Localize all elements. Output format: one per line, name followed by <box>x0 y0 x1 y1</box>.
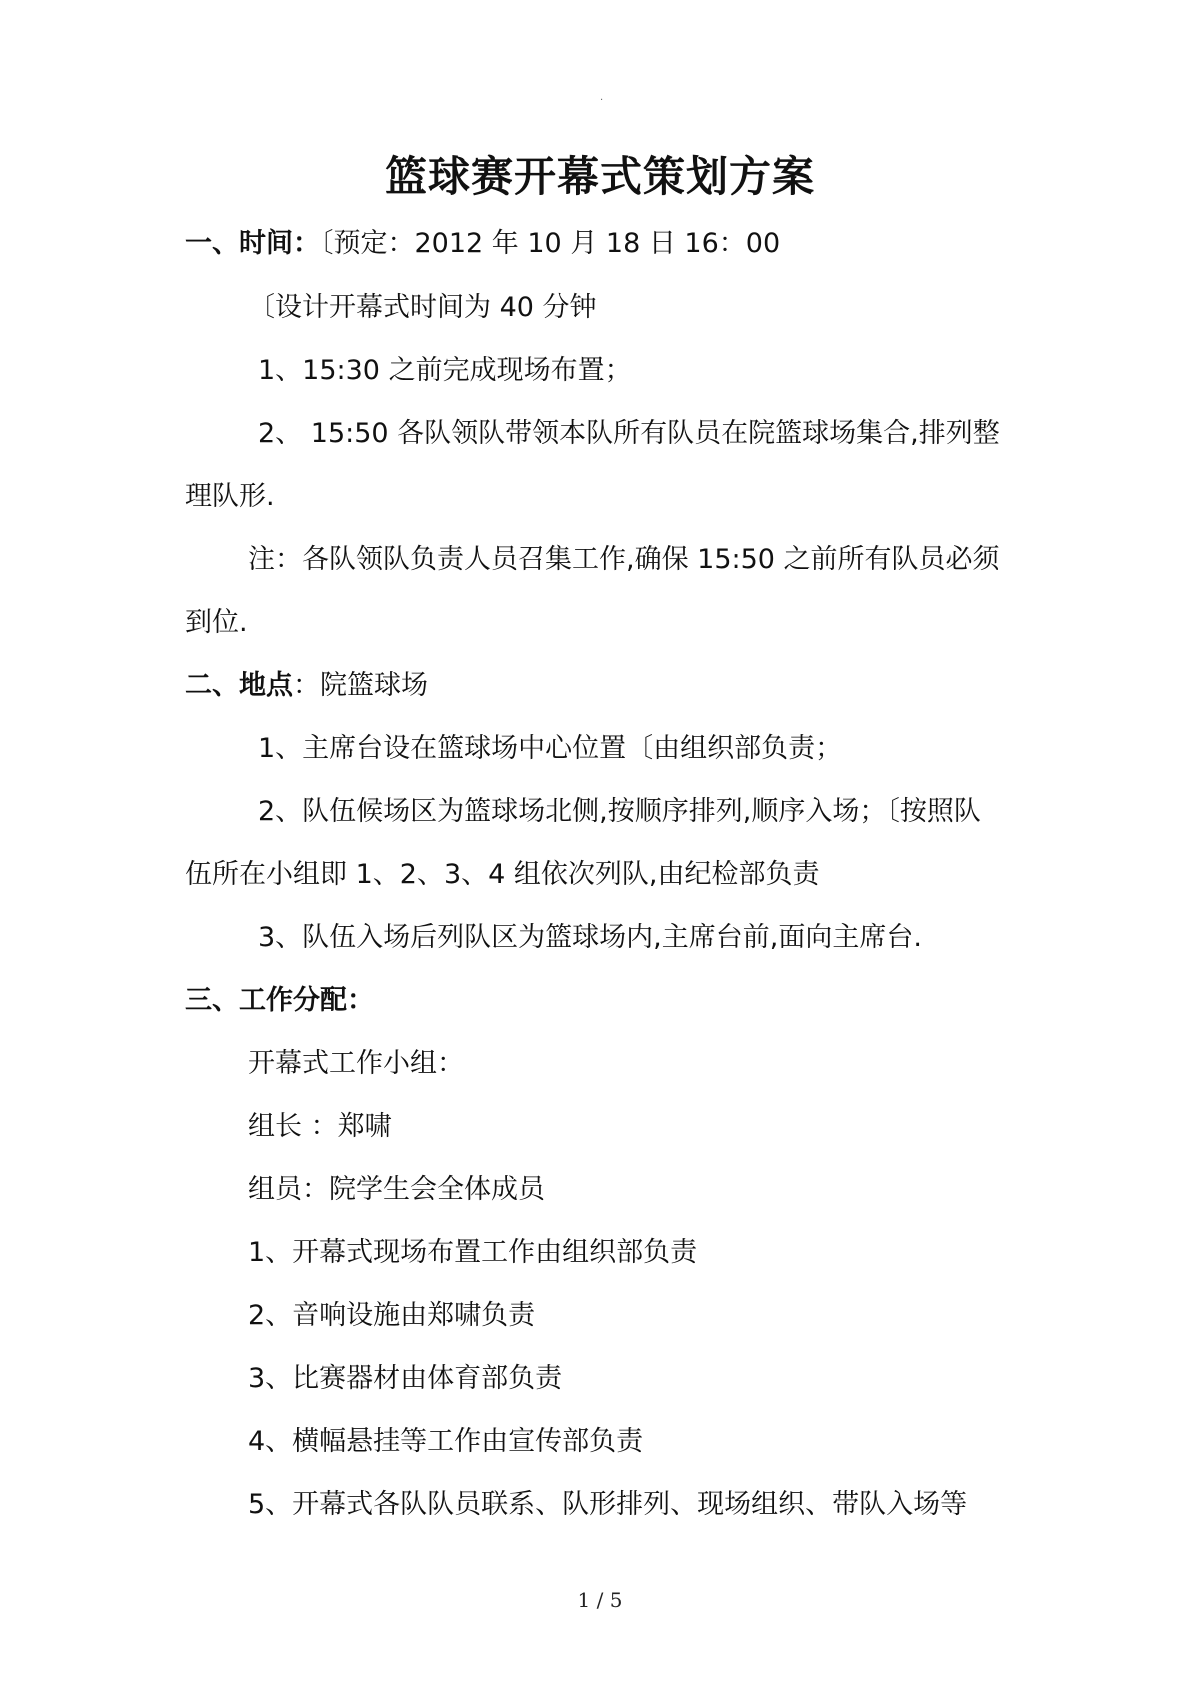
time-item-2-line-1: 2、 15:50 各队领队带领本队所有队员在院篮球场集合,排列整 <box>258 418 1000 449</box>
task-item-3: 3、比赛器材由体育部负责 <box>248 1363 563 1394</box>
duration-line: 〔设计开幕式时间为 40 分钟 <box>248 292 597 323</box>
location-item-2-line-1: 2、队伍候场区为篮球场北侧,按顺序排列,顺序入场；〔按照队 <box>258 796 981 827</box>
group-title: 开幕式工作小组： <box>248 1048 464 1079</box>
section-time <box>185 226 780 262</box>
section-location <box>185 668 428 704</box>
page-number: 1 / 5 <box>577 1588 623 1612</box>
location-item-2-line-2: 伍所在小组即 1、2、3、4 组依次列队,由纪检部负责 <box>185 859 820 890</box>
section-time-value: 〔预定：2012 年 10 月 18 日 16：00 <box>320 228 781 259</box>
section-location-value: ：院篮球场 <box>293 670 428 701</box>
section-location-heading: 二、地点 <box>185 670 293 701</box>
time-item-1: 1、15:30 之前完成现场布置； <box>258 355 632 386</box>
task-item-4: 4、横幅悬挂等工作由宣传部负责 <box>248 1426 644 1457</box>
task-item-2: 2、音响设施由郑啸负责 <box>248 1300 536 1331</box>
note-line-2: 到位. <box>185 607 248 638</box>
task-item-1: 1、开幕式现场布置工作由组织部负责 <box>248 1237 698 1268</box>
location-item-1: 1、主席台设在篮球场中心位置〔由组织部负责； <box>258 733 843 764</box>
location-item-3: 3、队伍入场后列队区为篮球场内,主席台前,面向主席台. <box>258 922 922 953</box>
group-members: 组员：院学生会全体成员 <box>248 1174 545 1205</box>
task-item-5: 5、开幕式各队队员联系、队形排列、现场组织、带队入场等 <box>248 1489 968 1520</box>
note-line-1: 注：各队领队负责人员召集工作,确保 15:50 之前所有队员必须 <box>248 544 1000 575</box>
header-mark: · <box>600 95 604 106</box>
page-title: 篮球赛开幕式策划方案 <box>384 152 815 201</box>
section-time-heading: 一、时间： <box>185 228 320 259</box>
section-assignment-heading: 三、工作分配： <box>185 985 374 1016</box>
time-item-2-line-2: 理队形. <box>185 481 275 512</box>
group-leader: 组长 ：郑啸 <box>248 1111 392 1142</box>
